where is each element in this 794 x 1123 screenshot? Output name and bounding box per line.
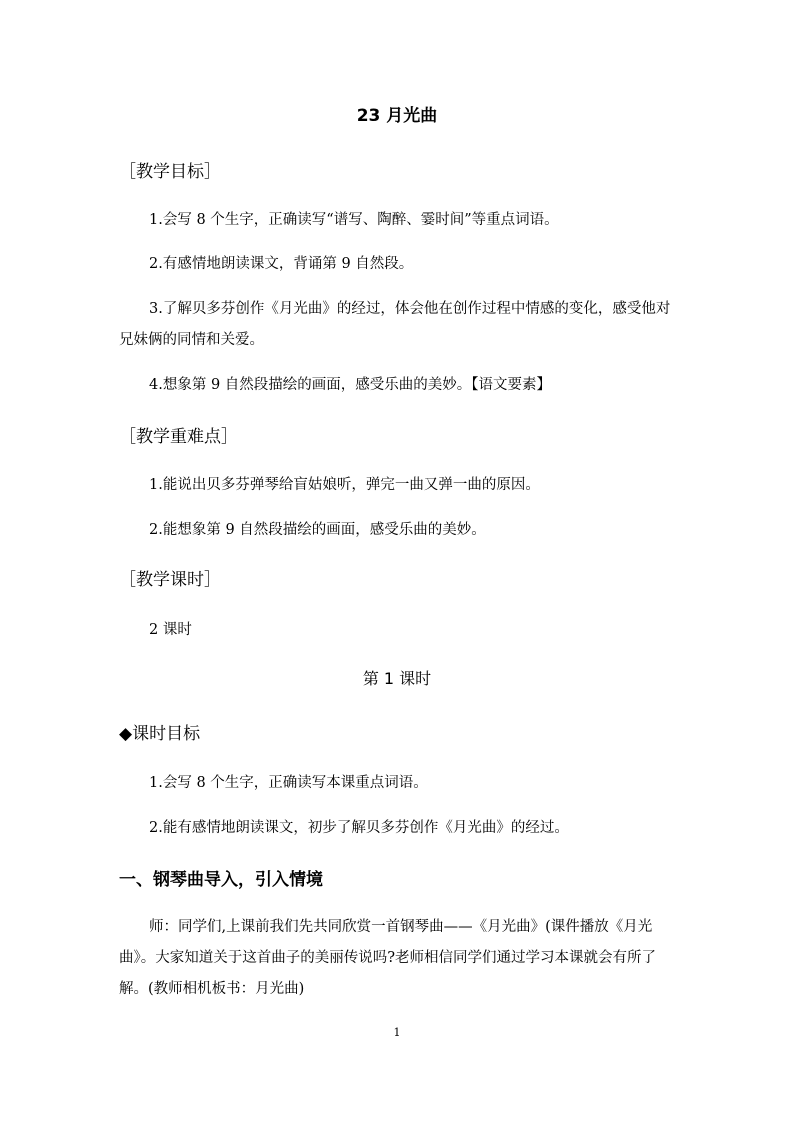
document-title: 23 月光曲: [356, 106, 438, 126]
key-point-item-1: 1.能说出贝多芬弹琴给盲姑娘听，弹完一曲又弹一曲的原因。: [149, 477, 540, 493]
class-hours-heading: ［教学课时］: [119, 570, 221, 590]
objective-item-3: 3.了解贝多芬创作《月光曲》的经过，体会他在创作过程中情感的变化，感受他对兄妹俩的同情和关爱。: [119, 301, 671, 348]
objective-item-1: 1.会写 8 个生字，正确读写“谱写、陶醉、霎时间”等重点词语。: [149, 212, 559, 228]
lesson-goal-item-1: 1.会写 8 个生字，正确读写本课重点词语。: [149, 775, 428, 791]
lesson-title: 第 1 课时: [362, 669, 432, 688]
section-heading: 一、钢琴曲导入，引入情境: [119, 870, 323, 890]
key-points-heading: ［教学重难点］: [119, 427, 238, 447]
page-number: 1: [393, 1026, 401, 1039]
objective-item-4: 4.想象第 9 自然段描绘的画面，感受乐曲的美妙。【语文要素】: [149, 377, 552, 393]
key-point-item-2: 2.能想象第 9 自然段描绘的画面，感受乐曲的美妙。: [149, 522, 486, 538]
objective-item-2: 2.有感情地朗读课文，背诵第 9 自然段。: [149, 256, 414, 272]
lesson-goals-heading: ◆课时目标: [119, 724, 201, 744]
section-paragraph: 师：同学们,上课前我们先共同欣赏一首钢琴曲——《月光曲》(课件播放《月光曲》。大家知道关于这首曲子的美丽传说吗?老师相信同学们通过学习本课就会有所了解。(教师相机板书：月光曲): [119, 919, 657, 997]
lesson-goal-item-2: 2.能有感情地朗读课文，初步了解贝多芬创作《月光曲》的经过。: [149, 820, 569, 836]
objectives-heading: ［教学目标］: [119, 162, 221, 182]
class-hours-value: 2 课时: [149, 622, 192, 638]
